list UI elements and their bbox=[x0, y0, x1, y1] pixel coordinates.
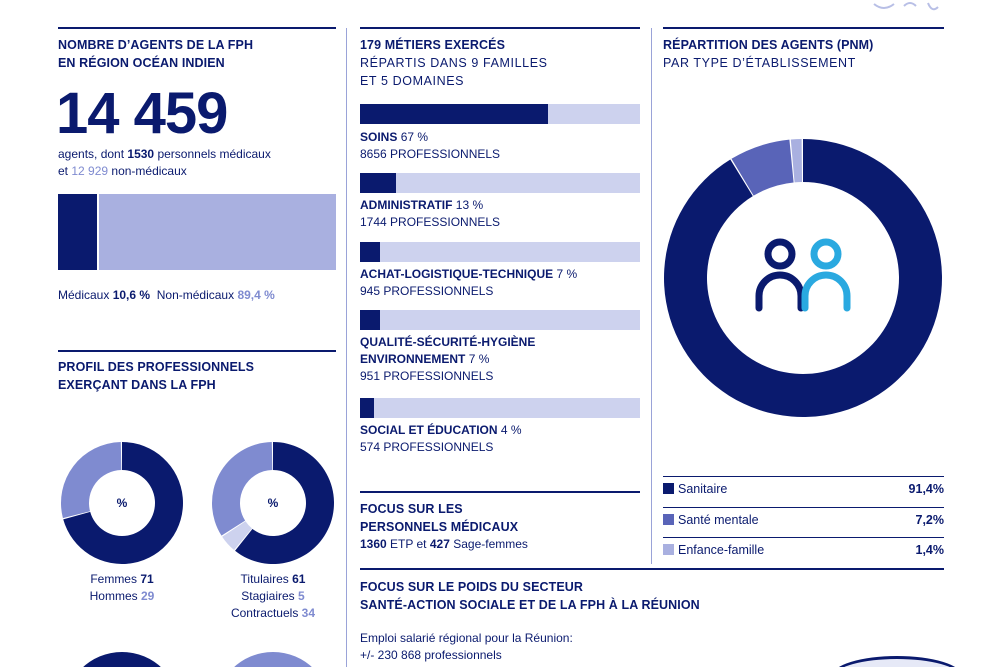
profil-title: PROFIL DES PROFESSIONNELS EXERÇANT DANS LA FPH bbox=[58, 360, 255, 392]
status-donut bbox=[211, 441, 335, 565]
legend-swatch bbox=[663, 514, 674, 525]
agents-title: NOMBRE D’AGENTS DE LA FPH EN RÉGION OCÉAN INDIEN bbox=[58, 38, 254, 70]
family-bar-bg bbox=[360, 173, 640, 193]
status-legend: Titulaires 61 Stagiaires 5 Contractuels 34 bbox=[230, 572, 316, 620]
family-administratif: ADMINISTRATIF 13 % 1744 PROFESSIONNELS bbox=[360, 198, 501, 229]
right-top-rule bbox=[663, 27, 944, 29]
family-bar-bg bbox=[360, 398, 640, 418]
metiers-title: 179 MÉTIERS EXERCÉS RÉPARTIS DANS 9 FAMILLES ET 5 DOMAINES bbox=[360, 38, 548, 88]
divider-left bbox=[346, 28, 347, 667]
divider-right bbox=[651, 28, 652, 564]
family-bar-achat bbox=[360, 242, 380, 262]
donut-slice-hommes bbox=[61, 442, 121, 518]
focus-medical: FOCUS SUR LES PERSONNELS MÉDICAUX 1360 ETP et 427 Sage-femmes bbox=[360, 502, 528, 551]
donut-slice-contractuels bbox=[212, 442, 272, 536]
decor-squiggle-icon bbox=[870, 0, 960, 14]
agents-total: 14 459 bbox=[56, 81, 228, 146]
legend-swatch bbox=[663, 544, 674, 555]
slice-sanitaire bbox=[664, 139, 942, 417]
family-bar-bg bbox=[360, 242, 640, 262]
profil-rule bbox=[58, 350, 336, 352]
family-qualite: QUALITÉ-SÉCURITÉ-HYGIÈNE ENVIRONNEMENT 7 % 951 PROFESSIONNELS bbox=[360, 335, 536, 383]
gender-donut-center: % bbox=[116, 496, 128, 510]
family-bar-soins bbox=[360, 104, 548, 124]
medical-split-legend: Médicaux 10,6 % Non-médicaux 89,4 % bbox=[58, 288, 275, 302]
families-list bbox=[360, 104, 640, 484]
repartition-donut bbox=[663, 138, 943, 418]
focus-med-rule bbox=[360, 491, 640, 493]
family-bar-qualite bbox=[360, 310, 380, 330]
family-bar-bg bbox=[360, 310, 640, 330]
focus-secteur: FOCUS SUR LE POIDS DU SECTEUR SANTÉ-ACTION SOCIALE ET DE LA FPH À LA RÉUNION bbox=[360, 580, 700, 612]
people-icon bbox=[759, 242, 847, 308]
legend-sanitaire: Sanitaire 91,4% bbox=[663, 476, 944, 500]
decor-header-fragment bbox=[870, 0, 960, 14]
focus-secteur-text: Emploi salarié régional pour la Réunion: +/- 230 868 professionnels bbox=[360, 631, 573, 662]
donut-4-partial bbox=[215, 652, 331, 667]
repartition-title: RÉPARTITION DES AGENTS (PNM) PAR TYPE D’ÉTABLISSEMENT bbox=[663, 38, 874, 70]
legend-enfance-famille: Enfance-famille 1,4% bbox=[663, 537, 944, 561]
gender-legend: Femmes 71 Hommes 29 bbox=[89, 572, 155, 603]
family-social: SOCIAL ET ÉDUCATION 4 % 574 PROFESSIONNELS bbox=[360, 423, 522, 454]
agents-detail: agents, dont 1530 personnels médicaux et 12 929 non-médicaux bbox=[58, 147, 271, 178]
medical-split-bar bbox=[58, 194, 336, 270]
legend-swatch bbox=[663, 483, 674, 494]
status-donut-center: % bbox=[267, 496, 279, 510]
donut-3-partial bbox=[64, 652, 180, 667]
middle-top-rule bbox=[360, 27, 640, 29]
gender-donut bbox=[60, 441, 184, 565]
family-achat: ACHAT-LOGISTIQUE-TECHNIQUE 7 % 945 PROFESSIONNELS bbox=[360, 267, 578, 298]
family-soins: SOINS 67 % 8656 PROFESSIONNELS bbox=[360, 130, 501, 161]
left-top-rule bbox=[58, 27, 336, 29]
family-bar-social bbox=[360, 398, 374, 418]
family-bar-administratif bbox=[360, 173, 396, 193]
legend-sante-mentale: Santé mentale 7,2% bbox=[663, 507, 944, 531]
medical-share-bar bbox=[58, 194, 99, 270]
decor-ellipse bbox=[832, 656, 962, 667]
focus-secteur-rule bbox=[360, 568, 944, 570]
